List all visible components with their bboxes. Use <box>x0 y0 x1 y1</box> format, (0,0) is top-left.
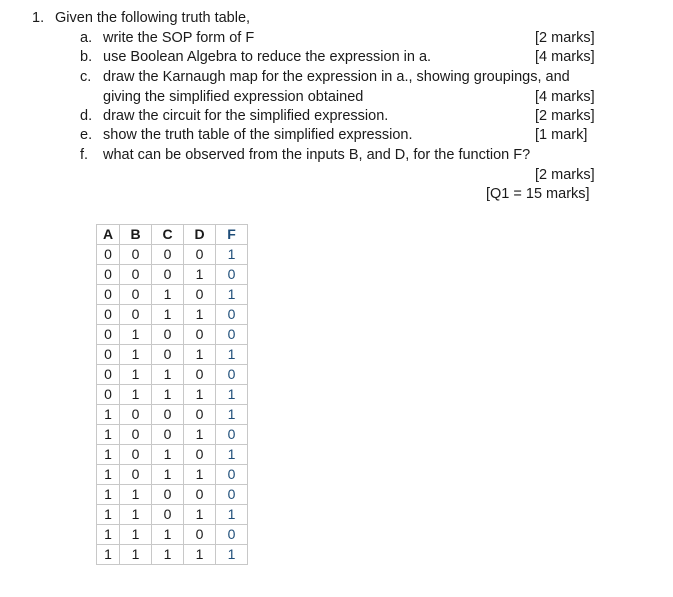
table-cell-b: 1 <box>120 545 152 565</box>
table-cell-c: 1 <box>152 545 184 565</box>
table-cell-c: 1 <box>152 285 184 305</box>
table-cell-d: 0 <box>184 325 216 345</box>
table-cell-a: 0 <box>97 285 120 305</box>
table-cell-f: 1 <box>216 445 248 465</box>
table-row <box>97 285 248 305</box>
part-c-letter: c. <box>80 69 92 85</box>
table-cell-c: 0 <box>152 485 184 505</box>
table-cell-f: 0 <box>216 305 248 325</box>
table-cell-b: 1 <box>120 365 152 385</box>
table-cell-c: 0 <box>152 505 184 525</box>
part-a-marks: [2 marks] <box>535 30 595 46</box>
table-row <box>97 345 248 365</box>
table-cell-b: 1 <box>120 505 152 525</box>
table-cell-c: 1 <box>152 385 184 405</box>
table-cell-d: 1 <box>184 545 216 565</box>
question-total-marks: [Q1 = 15 marks] <box>486 186 590 202</box>
question-number: 1. <box>32 10 45 26</box>
part-e-text: show the truth table of the simplified expression. <box>103 127 413 143</box>
table-cell-f: 1 <box>216 545 248 565</box>
table-cell-d: 0 <box>184 285 216 305</box>
table-row <box>97 385 248 405</box>
table-cell-d: 1 <box>184 425 216 445</box>
table-cell-c: 0 <box>152 325 184 345</box>
table-cell-d: 1 <box>184 505 216 525</box>
table-cell-a: 1 <box>97 465 120 485</box>
table-cell-b: 0 <box>120 285 152 305</box>
table-cell-c: 0 <box>152 245 184 265</box>
table-cell-a: 1 <box>97 505 120 525</box>
table-cell-b: 1 <box>120 345 152 365</box>
table-cell-d: 0 <box>184 405 216 425</box>
table-row <box>97 445 248 465</box>
part-c-text-line2: giving the simplified expression obtained <box>103 89 364 105</box>
table-cell-b: 0 <box>120 445 152 465</box>
table-cell-b: 0 <box>120 405 152 425</box>
table-cell-c: 1 <box>152 365 184 385</box>
table-cell-b: 1 <box>120 485 152 505</box>
header-a: A <box>97 225 120 245</box>
table-row <box>97 365 248 385</box>
table-cell-c: 0 <box>152 425 184 445</box>
table-cell-b: 1 <box>120 325 152 345</box>
table-cell-f: 1 <box>216 285 248 305</box>
table-cell-f: 1 <box>216 245 248 265</box>
table-cell-a: 0 <box>97 245 120 265</box>
table-row <box>97 525 248 545</box>
table-cell-d: 0 <box>184 525 216 545</box>
truth-table <box>96 224 248 565</box>
truth-table-header-row <box>97 225 248 245</box>
part-d-marks: [2 marks] <box>535 108 595 124</box>
table-cell-f: 0 <box>216 525 248 545</box>
table-cell-d: 0 <box>184 365 216 385</box>
table-cell-d: 1 <box>184 385 216 405</box>
table-cell-a: 0 <box>97 385 120 405</box>
question-intro: Given the following truth table, <box>55 10 251 26</box>
table-cell-f: 1 <box>216 405 248 425</box>
table-cell-c: 0 <box>152 405 184 425</box>
header-d: D <box>184 225 216 245</box>
table-cell-b: 0 <box>120 425 152 445</box>
table-row <box>97 485 248 505</box>
table-cell-a: 1 <box>97 425 120 445</box>
table-cell-c: 1 <box>152 445 184 465</box>
part-b-letter: b. <box>80 49 93 65</box>
table-cell-c: 1 <box>152 305 184 325</box>
part-e-letter: e. <box>80 127 93 143</box>
table-row <box>97 425 248 445</box>
table-cell-a: 0 <box>97 325 120 345</box>
table-cell-d: 1 <box>184 345 216 365</box>
part-b-text: use Boolean Algebra to reduce the expression in a. <box>103 49 432 65</box>
table-cell-b: 0 <box>120 305 152 325</box>
table-cell-a: 0 <box>97 365 120 385</box>
table-cell-f: 0 <box>216 465 248 485</box>
table-cell-f: 0 <box>216 325 248 345</box>
table-cell-d: 0 <box>184 245 216 265</box>
table-cell-a: 0 <box>97 305 120 325</box>
table-cell-a: 1 <box>97 545 120 565</box>
header-f: F <box>216 225 248 245</box>
part-e-marks: [1 mark] <box>535 127 588 143</box>
table-cell-f: 0 <box>216 485 248 505</box>
table-cell-f: 0 <box>216 425 248 445</box>
part-c-text: draw the Karnaugh map for the expression in a., showing groupings, and <box>103 69 570 85</box>
table-row <box>97 465 248 485</box>
table-cell-f: 1 <box>216 385 248 405</box>
table-cell-c: 0 <box>152 265 184 285</box>
table-cell-d: 0 <box>184 485 216 505</box>
table-cell-d: 0 <box>184 445 216 465</box>
table-cell-b: 0 <box>120 265 152 285</box>
table-cell-b: 1 <box>120 385 152 405</box>
part-d-text: draw the circuit for the simplified expression. <box>103 108 389 124</box>
table-row <box>97 505 248 525</box>
table-row <box>97 545 248 565</box>
table-row <box>97 325 248 345</box>
table-cell-b: 0 <box>120 245 152 265</box>
part-f-text: what can be observed from the inputs B, and D, for the function F? <box>103 147 531 163</box>
table-cell-a: 1 <box>97 445 120 465</box>
table-cell-d: 1 <box>184 305 216 325</box>
table-cell-c: 1 <box>152 525 184 545</box>
table-cell-a: 0 <box>97 265 120 285</box>
table-cell-f: 1 <box>216 505 248 525</box>
table-cell-a: 1 <box>97 485 120 505</box>
part-b-marks: [4 marks] <box>535 49 595 65</box>
table-cell-f: 0 <box>216 365 248 385</box>
table-cell-f: 1 <box>216 345 248 365</box>
table-row <box>97 405 248 425</box>
header-c: C <box>152 225 184 245</box>
table-cell-a: 1 <box>97 405 120 425</box>
table-cell-b: 1 <box>120 525 152 545</box>
table-cell-b: 0 <box>120 465 152 485</box>
header-b: B <box>120 225 152 245</box>
part-a-letter: a. <box>80 30 93 46</box>
table-cell-a: 1 <box>97 525 120 545</box>
table-cell-d: 1 <box>184 465 216 485</box>
table-row <box>97 265 248 285</box>
table-cell-c: 1 <box>152 465 184 485</box>
part-f-marks: [2 marks] <box>535 167 595 183</box>
part-f-letter: f. <box>80 147 89 163</box>
table-row <box>97 305 248 325</box>
part-d-letter: d. <box>80 108 93 124</box>
part-a-text: write the SOP form of F <box>103 30 255 46</box>
table-row <box>97 245 248 265</box>
part-c-marks: [4 marks] <box>535 89 595 105</box>
table-cell-c: 0 <box>152 345 184 365</box>
table-cell-a: 0 <box>97 345 120 365</box>
table-cell-f: 0 <box>216 265 248 285</box>
table-cell-d: 1 <box>184 265 216 285</box>
